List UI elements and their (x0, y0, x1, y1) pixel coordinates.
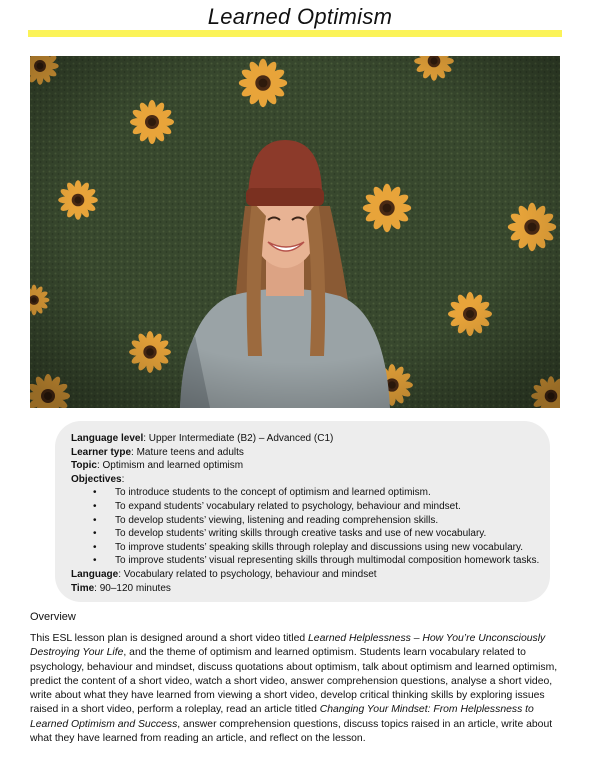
learner-type-row (71, 446, 539, 460)
lesson-info-box (55, 421, 550, 602)
time-row (71, 582, 539, 596)
objective-item: • To develop students’ writing skills through creative tasks and use of new vocabulary. (71, 527, 539, 541)
overview-text-2: , and the theme of optimism and learned optimism. Students learn vocabulary related to psychology, behaviour and mindset, discuss quotations about optimism, talk about optimism and learned optimism, predict the content of a short video, watch a short video, answer comprehension questions, analyse a short video, write about what they have learned from viewing a short video, develop critical thinking skills by exploring issues raised in a short video, perform a roleplay, read an article titled (30, 647, 558, 716)
language-row (71, 568, 539, 582)
objective-item: • To develop students’ viewing, listening and reading comprehension skills. (71, 514, 539, 528)
overview-heading: Overview (30, 611, 76, 623)
topic-value: : Optimism and learned optimism (96, 460, 244, 472)
objectives-colon: : (121, 473, 125, 485)
language-value: : Vocabulary related to psychology, behaviour and mindset (118, 568, 377, 580)
photo-woman-sunflowers-icon (30, 56, 560, 408)
language-level-label: Language level (71, 433, 144, 444)
overview-text-3: , answer comprehension questions, discuss topics raised in an article, write about what they have learned from reading an article, and reflect on the lesson. (30, 718, 553, 745)
language-label: Language (71, 568, 119, 580)
objectives-row (71, 473, 539, 487)
time-label: Time (71, 582, 95, 594)
objective-item: • To improve students’ speaking skills through roleplay and discussions using new vocabulary. (71, 541, 539, 555)
article-title: Changing Your Mindset: From Helplessness to Learned Optimism and Success (30, 704, 534, 730)
objectives-label: Objectives (71, 473, 122, 485)
overview-text-1: This ESL lesson plan is designed around a short video titled (30, 633, 309, 644)
language-level-value: : Upper Intermediate (B2) – Advanced (C1) (143, 433, 334, 444)
overview-paragraph (30, 632, 568, 746)
topic-label: Topic (71, 460, 97, 472)
lesson-info-content (71, 432, 539, 595)
time-value: : 90–120 minutes (94, 582, 171, 594)
objectives-list (71, 486, 539, 568)
learner-type-value: : Mature teens and adults (131, 446, 244, 458)
learner-type-label: Learner type (71, 446, 132, 458)
title-underline (28, 30, 562, 37)
topic-row (71, 459, 539, 473)
hero-photo (30, 56, 560, 408)
page-title: Learned Optimism (207, 4, 393, 29)
video-title: Learned Helplessness – How You’re Unconsciously Destroying Your Life (30, 633, 546, 659)
objective-item: • To improve students’ visual representing skills through multimodal composition homework tasks. (71, 554, 539, 568)
objective-item: • To expand students’ vocabulary related to psychology, behaviour and mindset. (71, 500, 539, 514)
language-level-row (71, 432, 539, 446)
objective-item: • To introduce students to the concept of optimism and learned optimism. (71, 486, 539, 500)
